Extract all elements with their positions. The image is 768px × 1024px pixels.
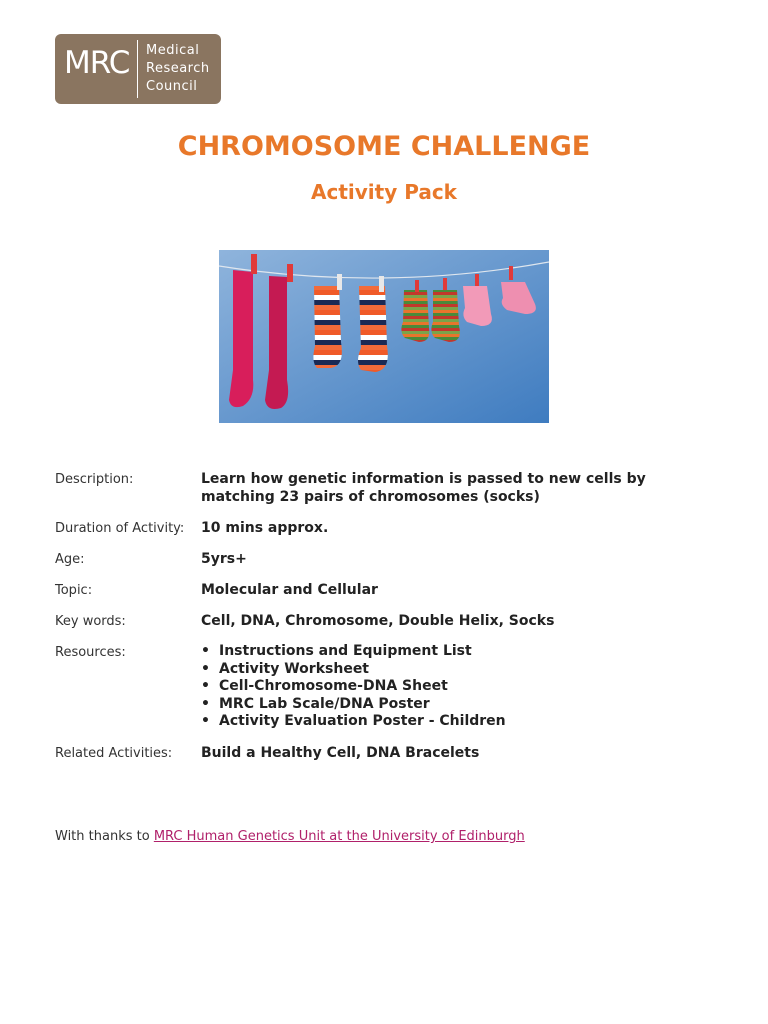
resource-text: Instructions and Equipment List	[219, 643, 472, 659]
logo-words	[146, 42, 210, 96]
resource-text: MRC Lab Scale/DNA Poster	[219, 695, 430, 712]
logo-word-medical: Medical	[146, 43, 200, 58]
bullet-icon: •	[201, 678, 210, 694]
mrc-logo	[55, 34, 221, 104]
description-value: Learn how genetic information is passed to new cells by matching 23 pairs of chromosomes (socks)	[201, 471, 646, 505]
list-item	[201, 678, 715, 696]
logo-divider	[137, 40, 138, 98]
detail-row-topic	[55, 581, 715, 599]
description-label: Description:	[55, 472, 134, 487]
resources-value	[201, 643, 715, 731]
detail-row-related	[55, 744, 715, 762]
duration-label: Duration of Activity:	[55, 521, 185, 536]
list-item	[201, 696, 715, 714]
age-label: Age:	[55, 552, 85, 567]
socks-on-line-photo	[219, 250, 549, 423]
page-title: CHROMOSOME CHALLENGE	[177, 131, 591, 162]
resource-text: Cell-Chromosome-DNA Sheet	[219, 678, 448, 694]
acknowledgement	[55, 829, 525, 844]
bullet-icon: •	[201, 643, 210, 659]
keywords-value: Cell, DNA, Chromosome, Double Helix, Socks	[201, 613, 555, 629]
detail-row-resources	[55, 643, 715, 731]
age-value: 5yrs+	[201, 551, 247, 567]
detail-row-description	[55, 470, 715, 506]
detail-row-duration	[55, 519, 715, 537]
resources-label: Resources:	[55, 645, 126, 660]
bullet-icon: •	[201, 713, 210, 729]
resources-list	[201, 643, 715, 731]
detail-row-age	[55, 550, 715, 568]
logo-word-research: Research	[146, 61, 210, 76]
page-subtitle: Activity Pack	[311, 180, 457, 204]
activity-details	[55, 470, 715, 775]
logo-word-council: Council	[146, 79, 198, 94]
keywords-label: Key words:	[55, 614, 126, 629]
thanks-prefix: With thanks to	[55, 829, 154, 844]
topic-label: Topic:	[55, 583, 93, 598]
duration-value: 10 mins approx.	[201, 520, 329, 536]
related-value: Build a Healthy Cell, DNA Bracelets	[201, 744, 480, 761]
resource-text: Activity Evaluation Poster - Children	[219, 713, 506, 729]
detail-row-keywords	[55, 612, 715, 630]
logo-letters: MRC	[64, 45, 130, 81]
bullet-icon: •	[201, 695, 210, 712]
bullet-icon: •	[201, 660, 210, 677]
list-item	[201, 643, 715, 661]
hgu-edinburgh-link[interactable]: MRC Human Genetics Unit at the University of Edinburgh	[153, 829, 525, 844]
list-item	[201, 661, 715, 679]
related-label: Related Activities:	[55, 745, 173, 761]
topic-value: Molecular and Cellular	[201, 582, 378, 598]
resource-text: Activity Worksheet	[219, 660, 370, 677]
list-item	[201, 713, 715, 731]
